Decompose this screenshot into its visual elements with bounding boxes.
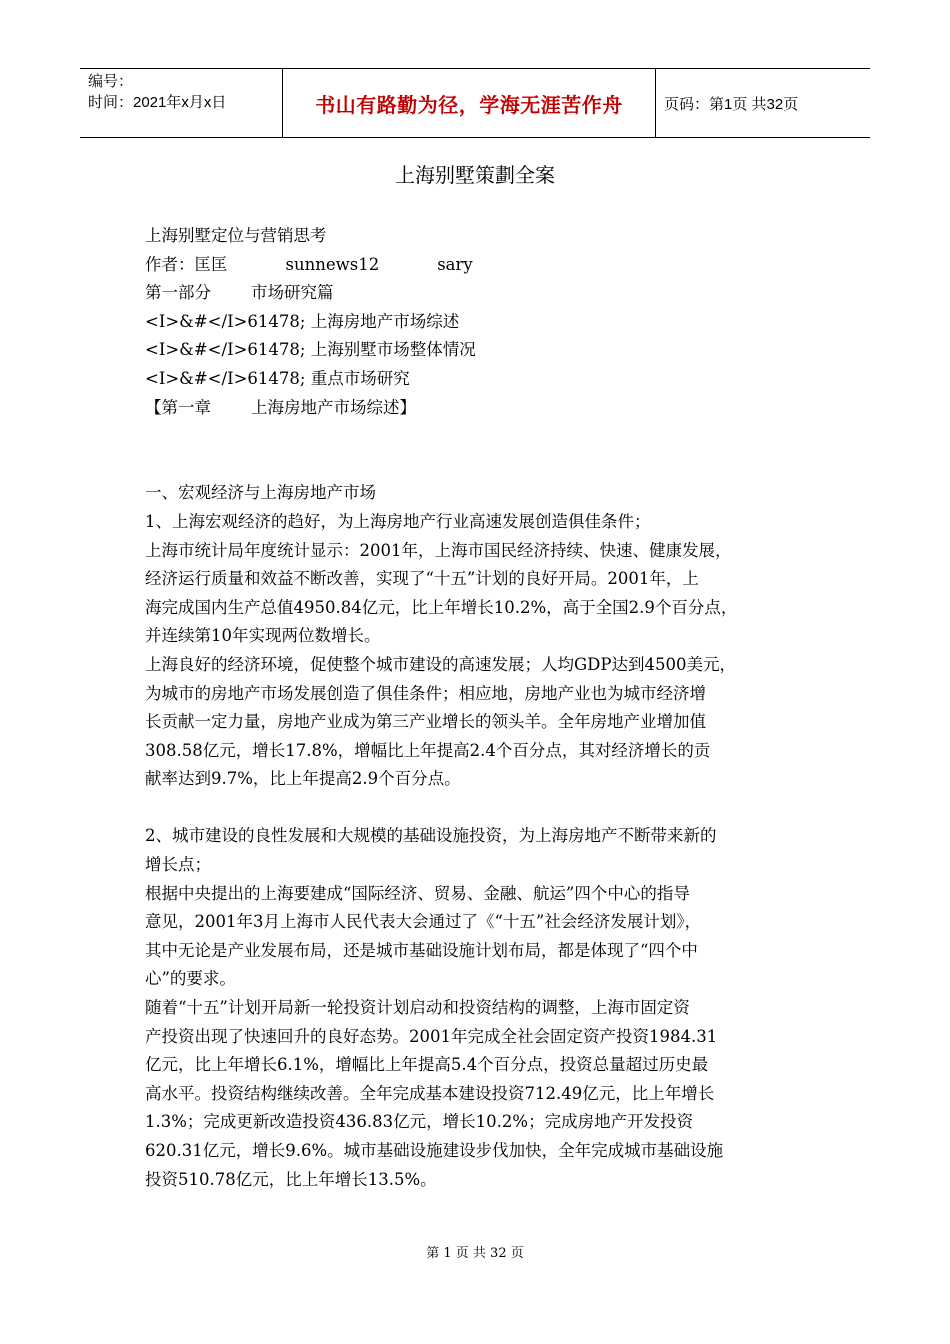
- code-label: 编号：: [88, 73, 134, 90]
- paragraph-line: 意见，2001年3月上海市人民代表大会通过了《“十五”社会经济发展计划》，: [145, 912, 702, 932]
- toc-item: <I>&#</I>61478; 上海别墅市场整体情况: [145, 340, 476, 360]
- document-title: 上海别墅策劃全案: [395, 163, 555, 187]
- subtitle-line: 上海别墅定位与营销思考: [145, 226, 327, 245]
- document-body: [145, 222, 815, 1194]
- page-footer: 第 1 页 共 32 页: [426, 1246, 524, 1261]
- paragraph-line: 经济运行质量和效益不断改善，实现了“十五”计划的良好开局。2001年，上: [145, 569, 699, 589]
- header-table: [80, 68, 870, 138]
- motto: 书山有路勤为径，学海无涯苦作舟: [315, 92, 623, 117]
- paragraph-line: 1.3%；完成更新改造投资436.83亿元，增长10.2%；完成房地产开发投资: [145, 1112, 694, 1132]
- part-line: [145, 279, 815, 308]
- header-left-cell: [80, 69, 282, 137]
- paragraph-line: 产投资出现了快速回升的良好态势。2001年完成全社会固定资产投资1984.31: [145, 1026, 718, 1046]
- paragraph-line: 投资510.78亿元，比上年增长13.5%。: [145, 1169, 437, 1189]
- paragraph-line: 其中无论是产业发展布局，还是城市基础设施计划布局，都是体现了“四个中: [145, 940, 698, 960]
- chapter-label: 【第一章: [145, 397, 211, 417]
- chapter-title: 上海房地产市场综述】: [251, 397, 416, 417]
- author-name-2: sary: [437, 254, 473, 274]
- paragraph-line: 随着“十五”计划开局新一轮投资计划启动和投资结构的调整，上海市固定资: [145, 998, 690, 1018]
- paragraph-line: 长贡献一定力量，房地产业成为第三产业增长的领头羊。全年房地产业增加值: [145, 712, 706, 732]
- paragraph-line: 为城市的房地产市场发展创造了俱佳条件；相应地，房地产业也为城市经济增: [145, 683, 706, 703]
- toc-item: <I>&#</I>61478; 上海房地产市场综述: [145, 311, 460, 331]
- subsection-heading: 2、城市建设的良性发展和大规模的基础设施投资，为上海房地产不断带来新的: [145, 826, 717, 846]
- section-heading: 一、宏观经济与上海房地产市场: [145, 483, 376, 503]
- paragraph-line: 心”的要求。: [145, 969, 236, 989]
- paragraph-line: 并连续第10年实现两位数增长。: [145, 626, 381, 646]
- paragraph-line: 308.58亿元，增长17.8%，增幅比上年提高2.4个百分点，其对经济增长的贡: [145, 740, 711, 760]
- paragraph-line: 根据中央提出的上海要建成“国际经济、贸易、金融、航运”四个中心的指导: [145, 883, 690, 903]
- date-label: 时间：2021年x月x日: [88, 94, 227, 111]
- paragraph-line: 上海良好的经济环境，促使整个城市建设的高速发展；人均GDP达到4500美元，: [145, 654, 737, 674]
- subsection-heading: 增长点；: [145, 855, 211, 875]
- author-label: 作者：匡匡: [145, 254, 228, 274]
- paragraph-line: 620.31亿元，增长9.6%。城市基础设施建设步伐加快，全年完成城市基础设施: [145, 1141, 724, 1160]
- header-page-cell: [656, 69, 870, 137]
- page-info: 页码：第1页 共32页: [664, 95, 799, 113]
- paragraph-line: 献率达到9.7%，比上年提高2.9个百分点。: [145, 769, 461, 789]
- author-name-1: sunnews12: [285, 254, 380, 274]
- paragraph-line: 上海市统计局年度统计显示：2001年，上海市国民经济持续、快速、健康发展，: [145, 540, 732, 560]
- part-title: 市场研究篇: [251, 283, 334, 303]
- header-motto-cell: [282, 69, 656, 137]
- subsection-heading: 1、上海宏观经济的趋好，为上海房地产行业高速发展创造俱佳条件；: [145, 511, 651, 531]
- chapter-line: [145, 394, 815, 423]
- toc-item: <I>&#</I>61478; 重点市场研究: [145, 368, 410, 388]
- part-label: 第一部分: [145, 283, 211, 303]
- paragraph-line: 海完成国内生产总值4950.84亿元，比上年增长10.2%，高于全国2.9个百分点，: [145, 597, 738, 617]
- author-line: [145, 251, 815, 280]
- paragraph-line: 高水平。投资结构继续改善。全年完成基本建设投资712.49亿元，比上年增长: [145, 1083, 715, 1103]
- paragraph-line: 亿元，比上年增长6.1%，增幅比上年提高5.4个百分点，投资总量超过历史最: [145, 1055, 709, 1075]
